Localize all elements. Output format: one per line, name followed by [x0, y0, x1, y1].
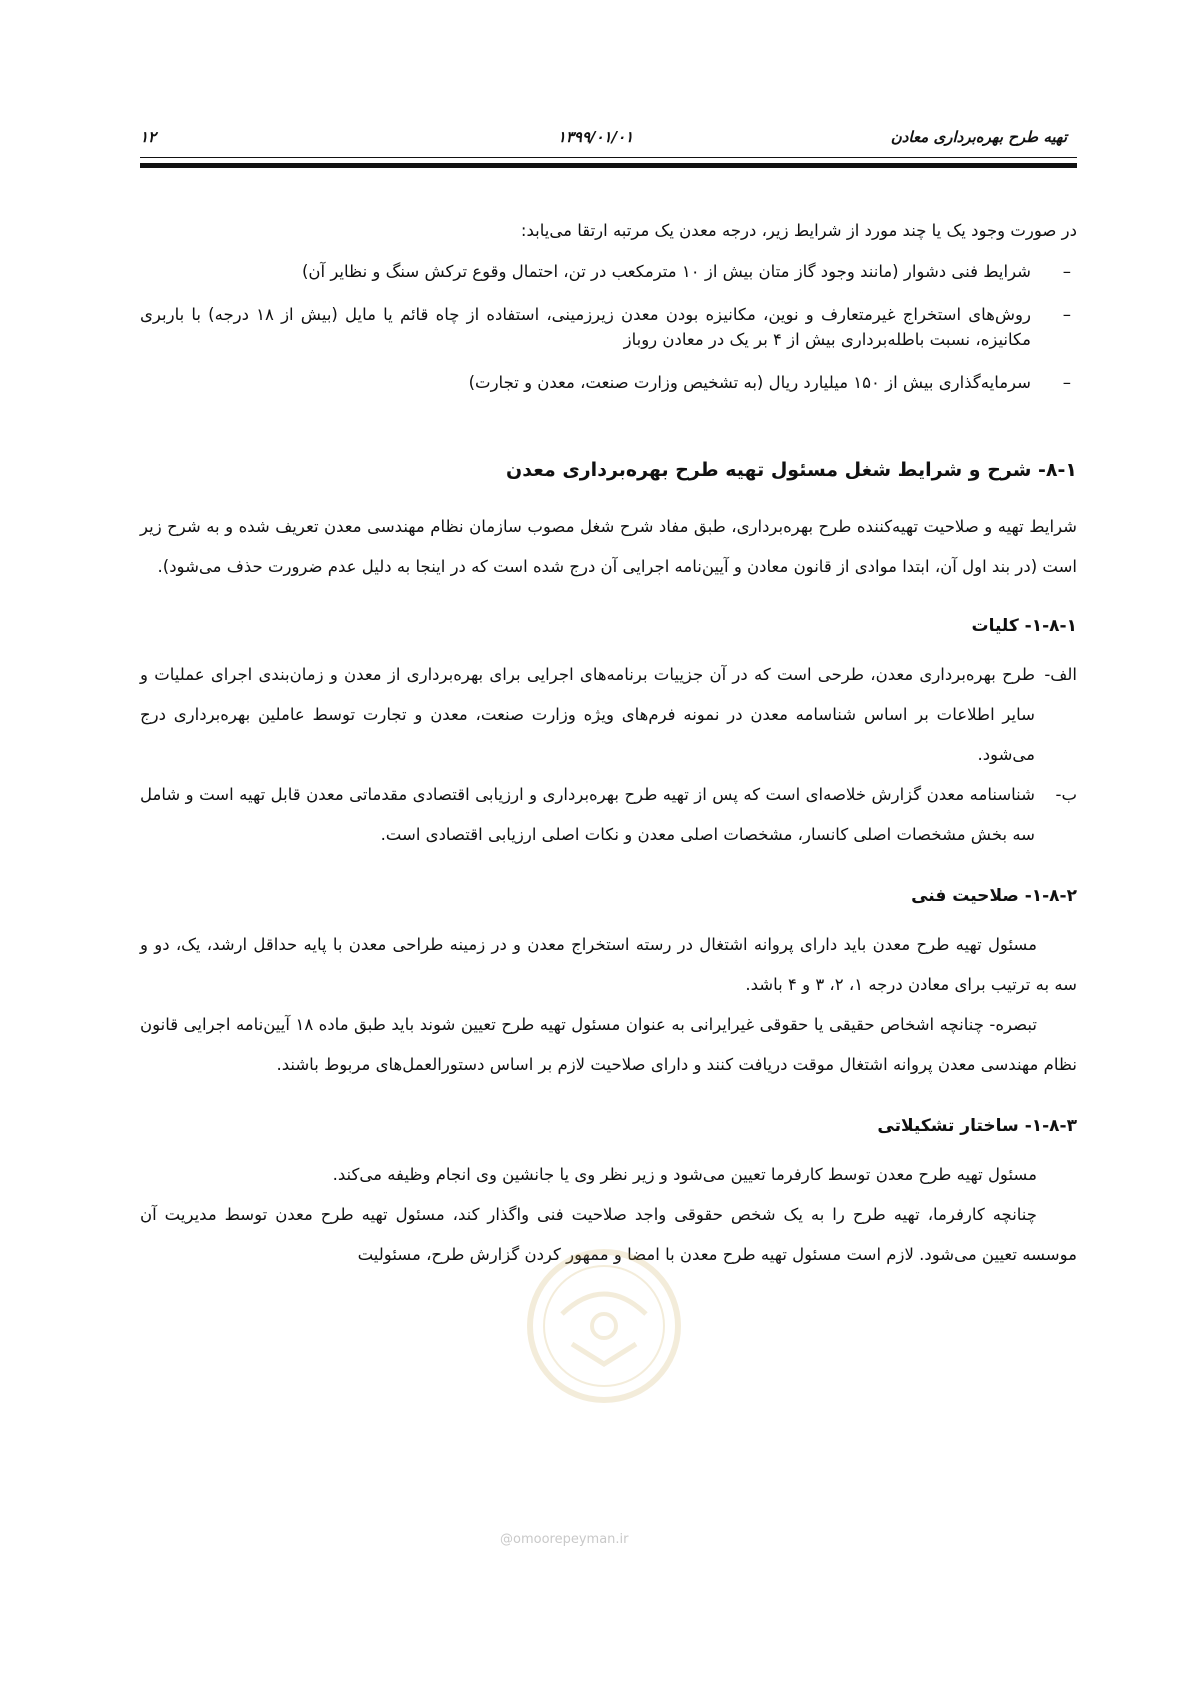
general-item-a: [140, 655, 1077, 775]
item-text: شناسنامه معدن گزارش خلاصه‌ای است که پس از تهیه طرح بهره‌برداری و ارزیابی اقتصادی مقدماتی معدن قابل تهیه است و شامل سه بخش مشخصات اصلی کانسار، مشخصات اصلی معدن و نکات اصلی ارزیابی اقتصادی است.: [140, 785, 1035, 844]
watermark-url: @omoorepeyman.ir: [500, 1532, 629, 1547]
section-heading: ۸-۱- شرح و شرایط شغل مسئول تهیه طرح بهره‌برداری معدن: [506, 459, 1077, 481]
list-item-text: سرمایه‌گذاری بیش از ۱۵۰ میلیارد ریال (به تشخیص وزارت صنعت، معدن و تجارت): [468, 373, 1031, 392]
page-content: [140, 218, 1077, 1275]
general-item-b: [140, 775, 1077, 855]
item-text: طرح بهره‌برداری معدن، طرحی است که در آن جزییات برنامه‌های اجرایی برای بهره‌برداری از معدن و زمان‌بندی اجرای عملیات و سایر اطلاعات بر اساس شناسامه معدن در نمونه فرم‌های ویژه وزارت صنعت، معدن و تجارت توسط عاملین بهره‌برداری درج می‌شود.: [140, 665, 1035, 764]
item-label: ب-: [1055, 785, 1077, 804]
list-item: [140, 302, 1077, 352]
section-body: شرایط تهیه و صلاحیت تهیه‌کننده طرح بهره‌برداری، طبق مفاد شرح شغل مصوب سازمان نظام مهندسی معدن تعریف شده و به شرح زیر است (در بند اول آن، ابتدا موادی از قانون معادن و آیین‌نامه اجرایی آن درج شده است که در اینجا به دلیل عدم ضرورت حذف می‌شود).: [140, 517, 1077, 576]
subsection-heading-general: ۱-۸-۱- کلیات: [971, 616, 1077, 636]
header-rule-thick: [140, 163, 1077, 168]
watermark-logo-icon: [522, 1244, 686, 1408]
structure-paragraph-1: مسئول تهیه طرح معدن توسط کارفرما تعیین می‌شود و زیر نظر وی یا جانشین وی انجام وظیفه می‌کند.: [332, 1165, 1037, 1184]
dash-marker: –: [1062, 262, 1071, 281]
intro-lead: در صورت وجود یک یا چند مورد از شرایط زیر، درجه معدن یک مرتبه ارتقا می‌یابد:: [520, 221, 1077, 240]
list-item: [140, 370, 1077, 395]
header-title: تهیه طرح بهره‌برداری معادن: [890, 128, 1067, 146]
upgrade-conditions-list: [140, 259, 1077, 395]
note-paragraph: تبصره- چنانچه اشخاص حقیقی یا حقوقی غیرایرانی به عنوان مسئول تهیه طرح تعیین شوند باید طبق ماده ۱۸ آیین‌نامه اجرایی قانون نظام مهندسی معدن پروانه اشتغال موقت دریافت کنند و دارای صلاحیت لازم بر اساس دستورالعمل‌های مربوط باشند.: [140, 1015, 1077, 1074]
item-label: الف-: [1044, 665, 1077, 684]
structure-paragraph-2: چنانچه کارفرما، تهیه طرح را به یک شخص حقوقی واجد صلاحیت فنی واگذار کند، مسئول تهیه طرح معدن توسط مدیریت آن موسسه تعیین می‌شود. لازم است مسئول تهیه طرح معدن با امضا و ممهور کردن گزارش طرح، مسئولیت: [140, 1205, 1077, 1264]
subsection-heading-structure: ۱-۸-۳- ساختار تشکیلاتی: [877, 1116, 1077, 1136]
competence-paragraph: مسئول تهیه طرح معدن باید دارای پروانه اشتغال در رسته استخراج معدن و در زمینه طراحی معدن با پایه حداقل ارشد، یک، دو و سه به ترتیب برای معادن درجه ۱، ۲، ۳ و ۴ باشد.: [140, 935, 1077, 994]
dash-marker: –: [1062, 373, 1071, 392]
subsection-heading-competence: ۱-۸-۲- صلاحیت فنی: [911, 886, 1077, 906]
header-rule-thin: [140, 157, 1077, 158]
list-item-text: شرایط فنی دشوار (مانند وجود گاز متان بیش از ۱۰ مترمکعب در تن، احتمال وقوع ترکش سنگ و نظایر آن): [301, 262, 1031, 281]
list-item: [140, 259, 1077, 284]
header-date: ۱۳۹۹/۰۱/۰۱: [557, 128, 634, 146]
list-item-text: روش‌های استخراج غیرمتعارف و نوین، مکانیزه بودن معدن زیرزمینی، استفاده از چاه قائم یا مایل (بیش از ۱۸ درجه) با باربری مکانیزه، نسبت باطله‌برداری بیش از ۴ بر یک در معادن روباز: [140, 305, 1031, 349]
dash-marker: –: [1062, 305, 1071, 324]
page-number: ۱۲: [140, 128, 157, 146]
